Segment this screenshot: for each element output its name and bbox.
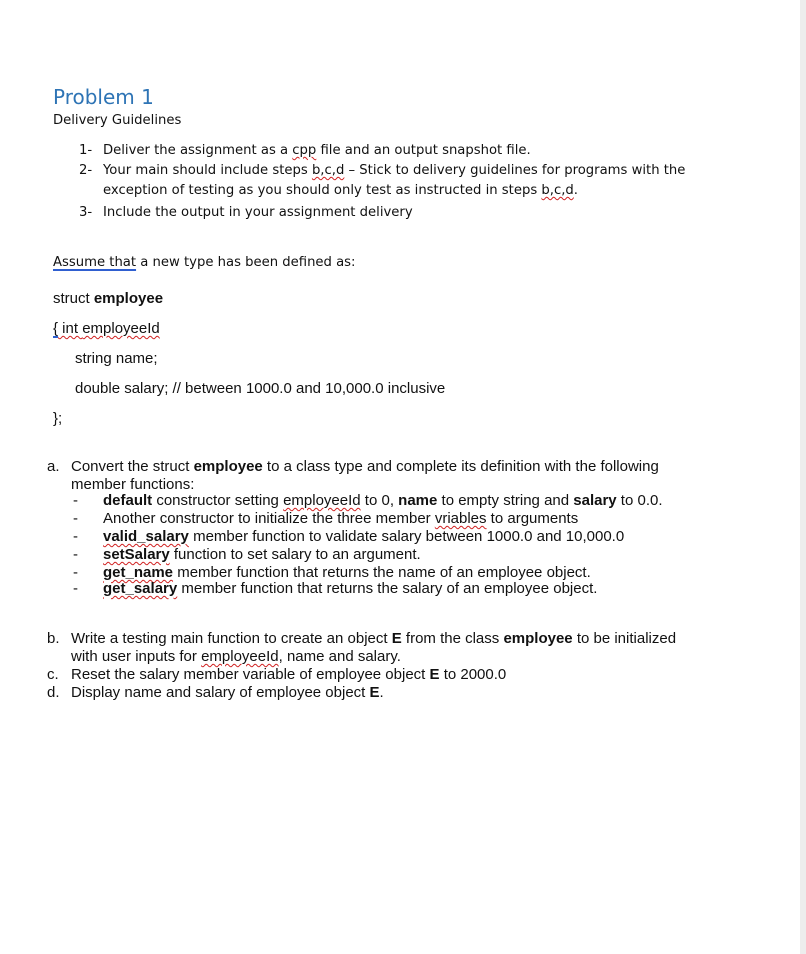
bullet-item: - setSalary function to set salary to an argument.: [73, 546, 421, 563]
spellcheck-word: vriables: [434, 510, 487, 527]
spellcheck-word: get_name: [103, 564, 174, 581]
spellcheck-word: setSalary: [103, 546, 170, 563]
code-name-line: string name;: [75, 350, 158, 367]
spellcheck-word: get_salary: [103, 580, 178, 597]
task-c: c. Reset the salary member variable of employee object E to 2000.0: [47, 666, 507, 683]
spellcheck-word: employeeId: [201, 648, 279, 665]
bullet-item: - get_name member function that returns the name of an employee object.: [73, 564, 591, 581]
bullet-item: - Another constructor to initialize the three member vriables to arguments: [73, 510, 579, 527]
spellcheck-word: employeeId: [82, 320, 160, 337]
guidelines-heading: Delivery Guidelines: [53, 113, 182, 128]
task-letter: b.: [47, 630, 60, 647]
bullet-item: - default constructor setting employeeId to 0, name to empty string and salary to 0.0.: [73, 492, 663, 509]
guideline-number: 1-: [79, 143, 93, 158]
code-close-line: };: [53, 410, 63, 427]
spellcheck-word: valid_salary: [103, 528, 189, 545]
task-b: b. Write a testing main function to create an object E from the class employee to be initialized: [47, 630, 677, 647]
spellcheck-word: employeeId: [283, 492, 361, 509]
task-d: d. Display name and salary of employee object E.: [47, 684, 384, 701]
intro-text: Assume that a new type has been defined as:: [53, 255, 356, 270]
bullet-item: - valid_salary member function to validate salary between 1000.0 and 10,000.0: [73, 528, 625, 545]
grammar-flag: {: [53, 320, 59, 337]
page-title: Problem 1: [53, 85, 154, 109]
code-field-line: { int employeeId: [53, 320, 160, 337]
task-letter: c.: [47, 666, 59, 683]
task-b-continued: with user inputs for employeeId, name and salary.: [71, 648, 401, 665]
guideline-number: 3-: [79, 205, 93, 220]
grammar-flag: Assume that: [53, 255, 137, 270]
code-struct-line: struct employee: [53, 290, 164, 307]
guideline-number: 2-: [79, 163, 93, 178]
spellcheck-word: cpp: [292, 143, 317, 158]
bullet-item: - get_salary member function that returns the salary of an employee object.: [73, 580, 598, 597]
guideline-item-2: 2- Your main should include steps b,c,d – Stick to delivery guidelines for programs with the: [79, 163, 686, 178]
guideline-item-2-continued: exception of testing as you should only test as instructed in steps b,c,d.: [103, 183, 578, 198]
task-a-continued: member functions:: [71, 476, 195, 493]
code-salary-line: double salary; // between 1000.0 and 10,000.0 inclusive: [75, 380, 446, 397]
guideline-item-3: 3- Include the output in your assignment delivery: [79, 205, 413, 220]
spellcheck-word: b,c,d: [311, 163, 345, 178]
task-letter: a.: [47, 458, 60, 475]
task-a: a. Convert the struct employee to a class type and complete its definition with the following: [47, 458, 659, 475]
spellcheck-word: b,c,d: [541, 183, 574, 198]
task-letter: d.: [47, 684, 60, 701]
page-edge: [800, 0, 806, 954]
guideline-item-1: 1- Deliver the assignment as a cpp file and an output snapshot file.: [79, 143, 531, 158]
